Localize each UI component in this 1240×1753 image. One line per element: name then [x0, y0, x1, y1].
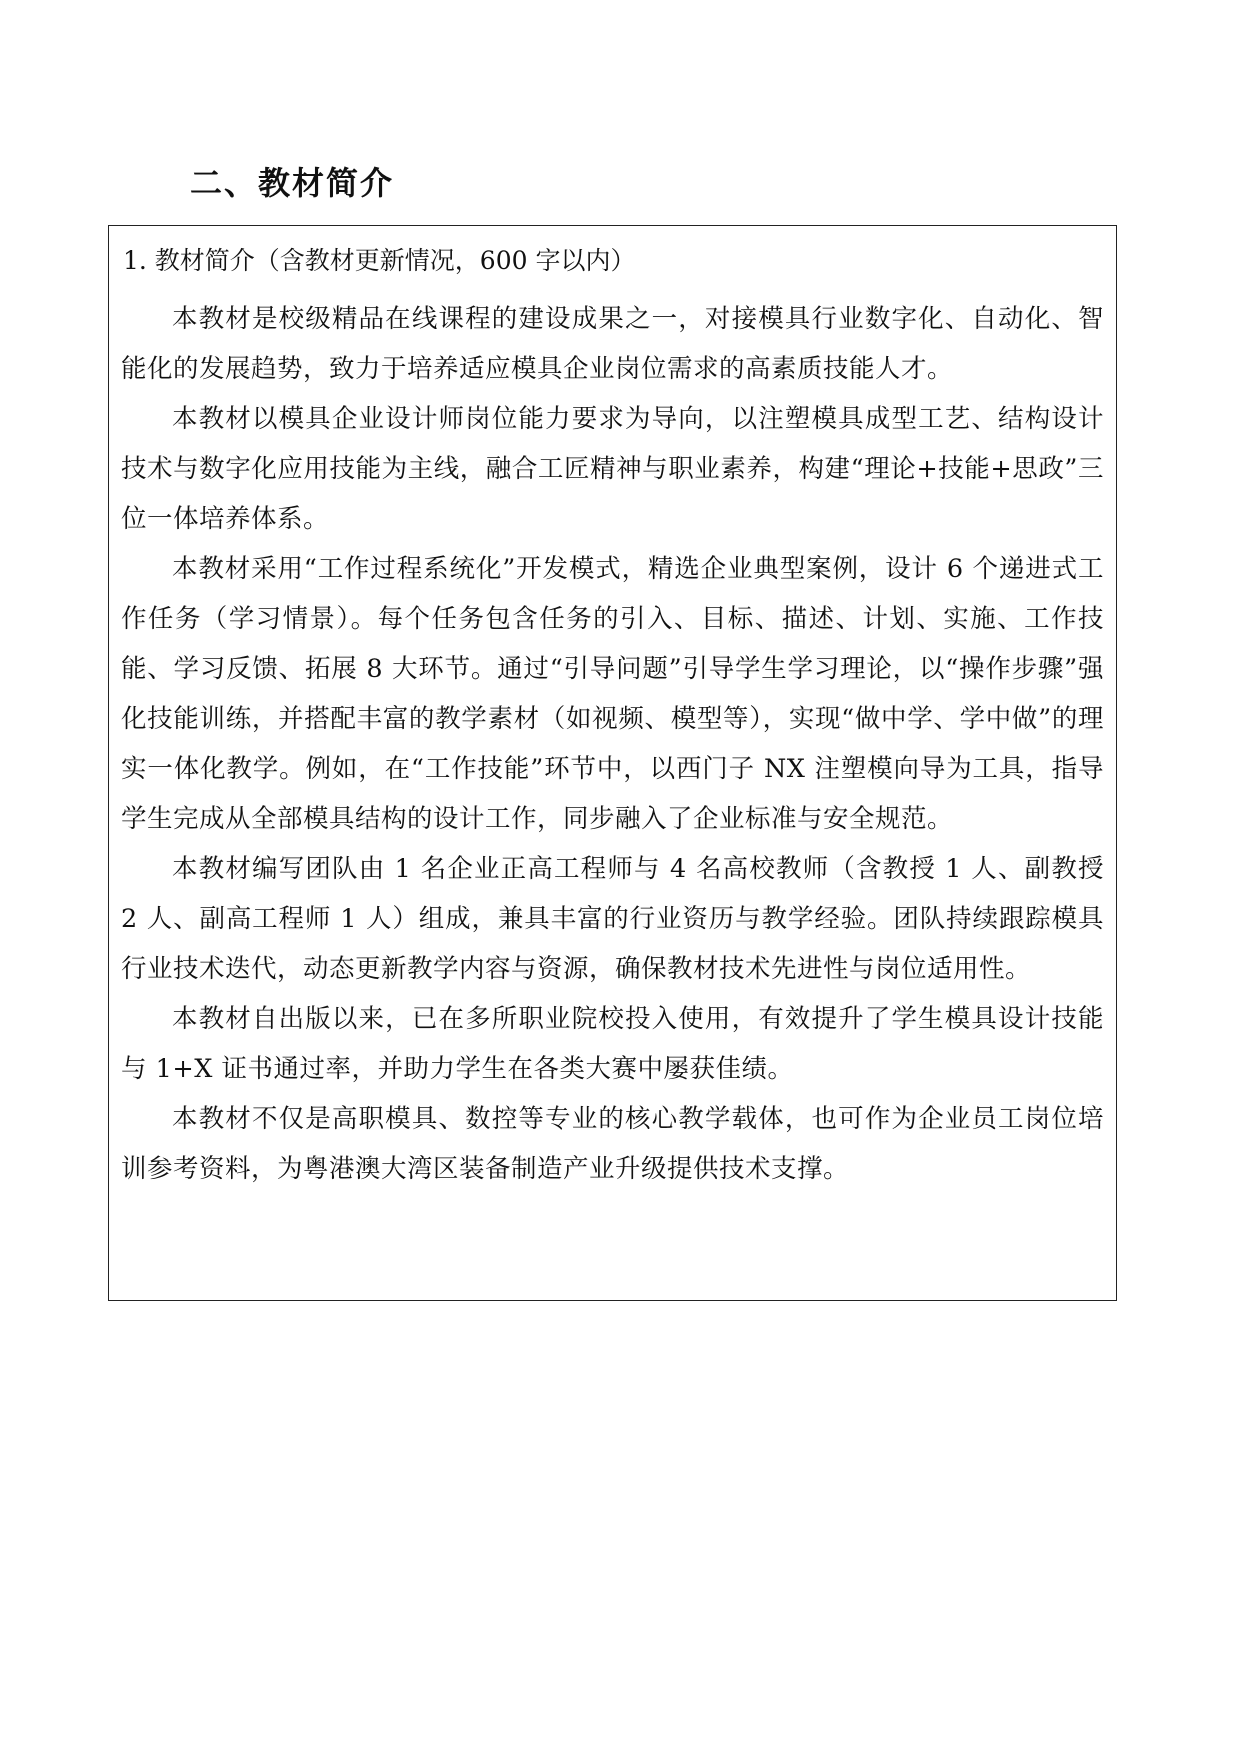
- textbook-intro-box: [108, 225, 1117, 1301]
- section-title: 二、教材简介: [190, 164, 395, 202]
- intro-paragraph-usage: 本教材自出版以来，已在多所职业院校投入使用，有效提升了学生模具设计技能与 1+X 证书通过率，并助力学生在各类大赛中屡获佳绩。: [121, 1004, 1104, 1084]
- box-heading: 1. 教材简介（含教材更新情况，600 字以内）: [123, 246, 636, 275]
- intro-paragraph-value: 本教材不仅是高职模具、数控等专业的核心教学载体，也可作为企业员工岗位培训参考资料，为粤港澳大湾区装备制造产业升级提供技术支撑。: [121, 1104, 1104, 1184]
- intro-paragraph-team: 本教材编写团队由 1 名企业正高工程师与 4 名高校教师（含教授 1 人、副教授 2 人、副高工程师 1 人）组成，兼具丰富的行业资历与教学经验。团队持续跟踪模具行业技术迭代，动态更新教学内容与资源，确保教材技术先进性与岗位适用性。: [121, 854, 1104, 984]
- intro-paragraph-structure: 本教材采用“工作过程系统化”开发模式，精选企业典型案例，设计 6 个递进式工作任务（学习情景）。每个任务包含任务的引入、目标、描述、计划、实施、工作技能、学习反馈、拓展 8 大环节。通过“引导问题”引导学生学习理论，以“操作步骤”强化技能训练，并搭配丰富的教学素材（如视频、模型等），实现“做中学、学中做”的理实一体化教学。例如，在“工作技能”环节中，以西门子 NX 注塑模向导为工具，指导学生完成从全部模具结构的设计工作，同步融入了企业标准与安全规范。: [121, 554, 1104, 834]
- intro-paragraph-overview: 本教材是校级精品在线课程的建设成果之一，对接模具行业数字化、自动化、智能化的发展趋势，致力于培养适应模具企业岗位需求的高素质技能人才。: [121, 304, 1104, 384]
- intro-paragraph-orientation: 本教材以模具企业设计师岗位能力要求为导向，以注塑模具成型工艺、结构设计技术与数字化应用技能为主线，融合工匠精神与职业素养，构建“理论+技能+思政”三位一体培养体系。: [121, 404, 1104, 534]
